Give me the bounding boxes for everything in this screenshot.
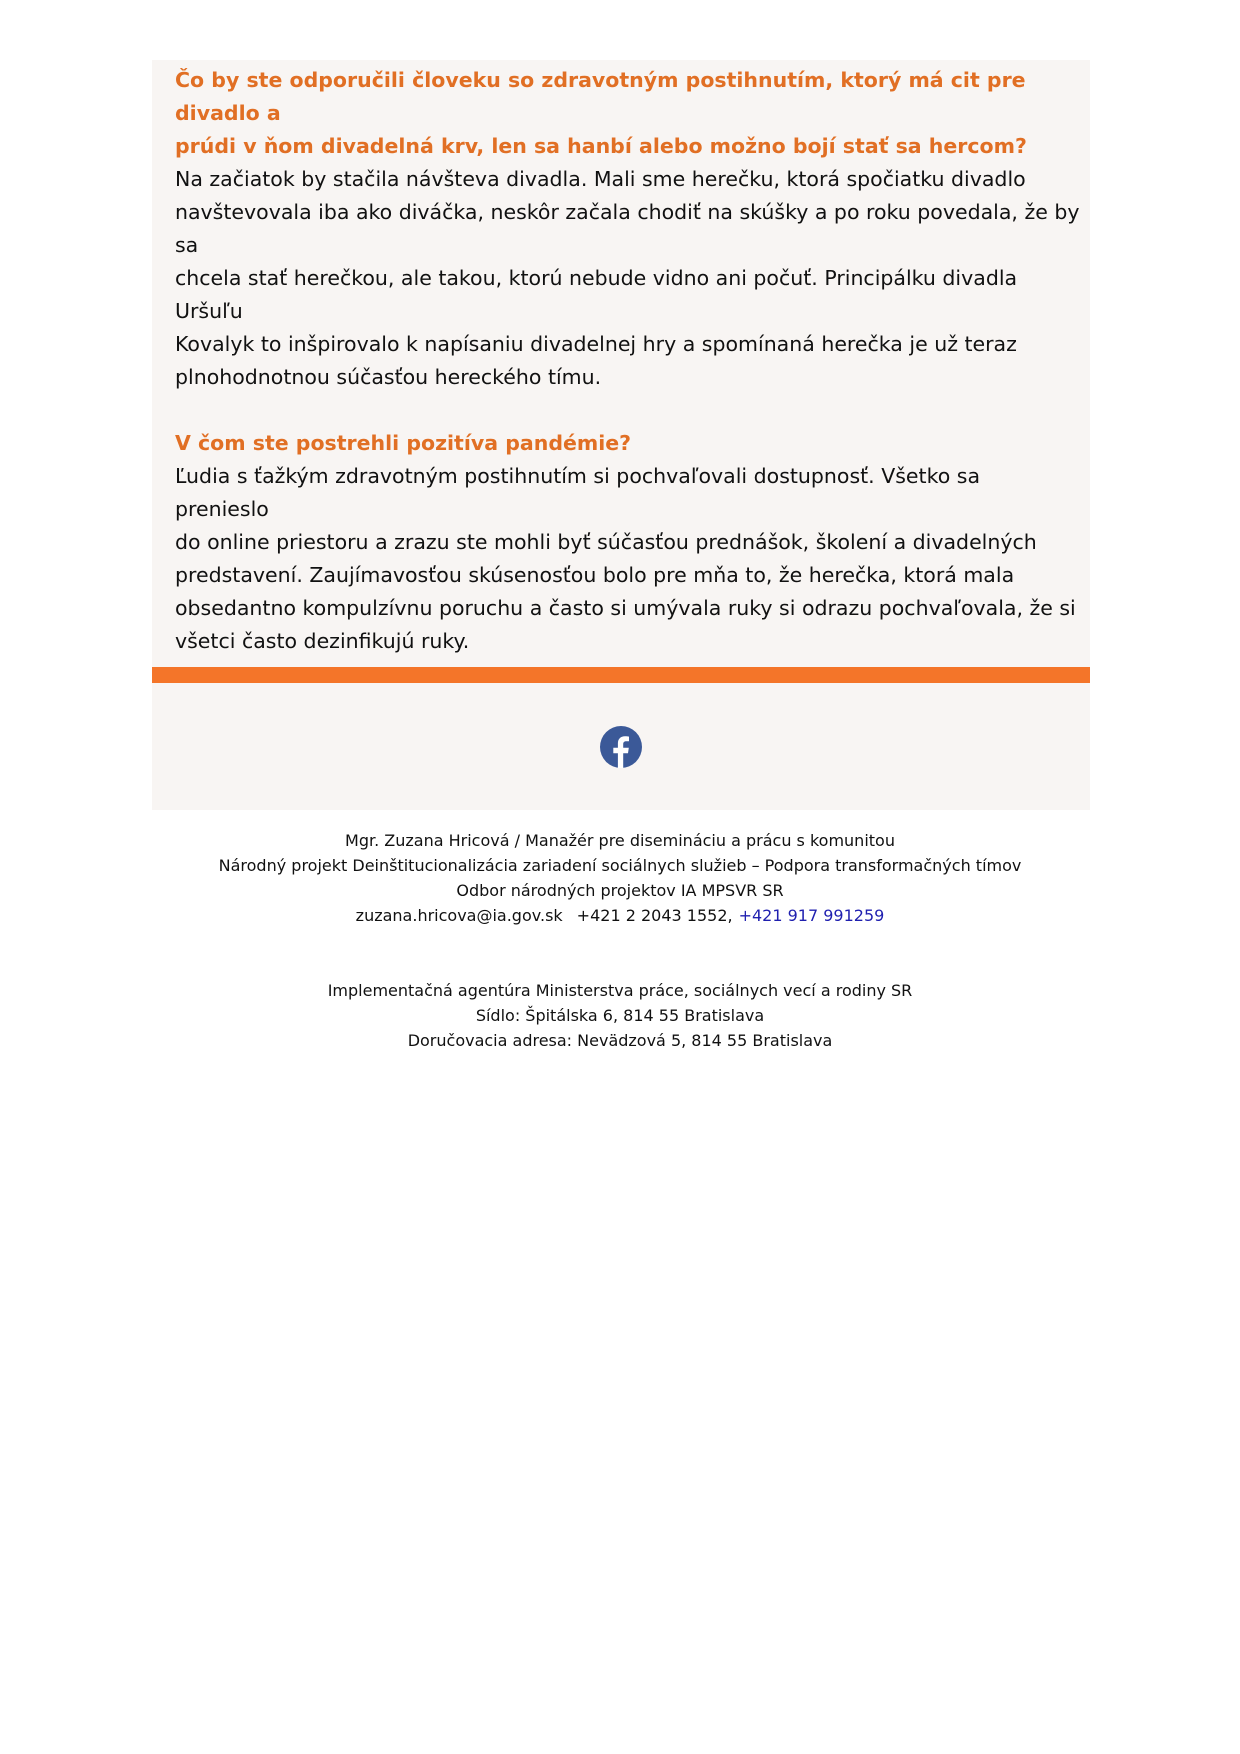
- accent-divider: [152, 667, 1090, 683]
- agency-seat: Sídlo: Špitálska 6, 814 55 Bratislava: [475, 1006, 765, 1025]
- contact-project: Národný projekt Deinštitucionalizácia zariadení sociálnych služieb – Podpora transformačných tímov: [218, 856, 1022, 875]
- answer-1: [175, 163, 1080, 394]
- answer-1-line: chcela stať herečkou, ale takou, ktorú nebude vidno ani počuť. Principálku divadla Uršuľu: [175, 266, 1018, 323]
- question-1-line-1: Čo by ste odporučili človeku so zdravotným postihnutím, ktorý má cit pre divadlo a: [175, 68, 1026, 125]
- question-1-line-2: prúdi v ňom divadelná krv, len sa hanbí alebo možno bojí stať sa hercom?: [175, 134, 1027, 158]
- question-2: V čom ste postrehli pozitíva pandémie?: [175, 431, 632, 455]
- article-card: [152, 60, 1090, 667]
- answer-2-line: Ľudia s ťažkým zdravotným postihnutím si pochvaľovali dostupnosť. Všetko sa prenieslo: [175, 464, 981, 521]
- answer-2: [175, 460, 1080, 658]
- contact-name-role: Mgr. Zuzana Hricová / Manažér pre disemináciu a prácu s komunitou: [345, 831, 895, 850]
- contact-details: [0, 903, 1240, 928]
- answer-2-line: obsedantno kompulzívnu poruchu a často si umývala ruky si odrazu pochvaľovala, že si: [175, 596, 1076, 620]
- contact-email[interactable]: zuzana.hricova@ia.gov.sk: [355, 906, 563, 925]
- social-bar: [152, 683, 1090, 810]
- answer-1-line: Kovalyk to inšpirovalo k napísaniu divadelnej hry a spomínaná herečka je už teraz: [175, 332, 1017, 356]
- answer-1-line: navštevovala iba ako diváčka, neskôr začala chodiť na skúšky a po roku povedala, že by sa: [175, 200, 1080, 257]
- answer-2-line: do online priestoru a zrazu ste mohli byť súčasťou prednášok, školení a divadelných: [175, 530, 1037, 554]
- contact-phone-2[interactable]: +421 917 991259: [738, 906, 885, 925]
- answer-1-line: Na začiatok by stačila návšteva divadla. Mali sme herečku, ktorá spočiatku divadlo: [175, 167, 1026, 191]
- answer-1-line: plnohodnotnou súčasťou hereckého tímu.: [175, 365, 602, 389]
- qa-section-1: [175, 64, 1080, 394]
- contact-phone-1[interactable]: +421 2 2043 1552,: [576, 906, 733, 925]
- facebook-icon[interactable]: [600, 726, 642, 768]
- answer-2-line: predstavení. Zaujímavosťou skúsenosťou bolo pre mňa to, že herečka, ktorá mala: [175, 563, 1015, 587]
- agency-name: Implementačná agentúra Ministerstva práce, sociálnych vecí a rodiny SR: [327, 981, 913, 1000]
- contact-footer: [0, 828, 1240, 928]
- agency-footer: [0, 978, 1240, 1053]
- contact-department: Odbor národných projektov IA MPSVR SR: [456, 881, 784, 900]
- qa-section-2: [175, 427, 1080, 658]
- agency-mailing-address: Doručovacia adresa: Nevädzová 5, 814 55 Bratislava: [407, 1031, 833, 1050]
- question-1: [175, 64, 1080, 163]
- answer-2-line: všetci často dezinfikujú ruky.: [175, 629, 470, 653]
